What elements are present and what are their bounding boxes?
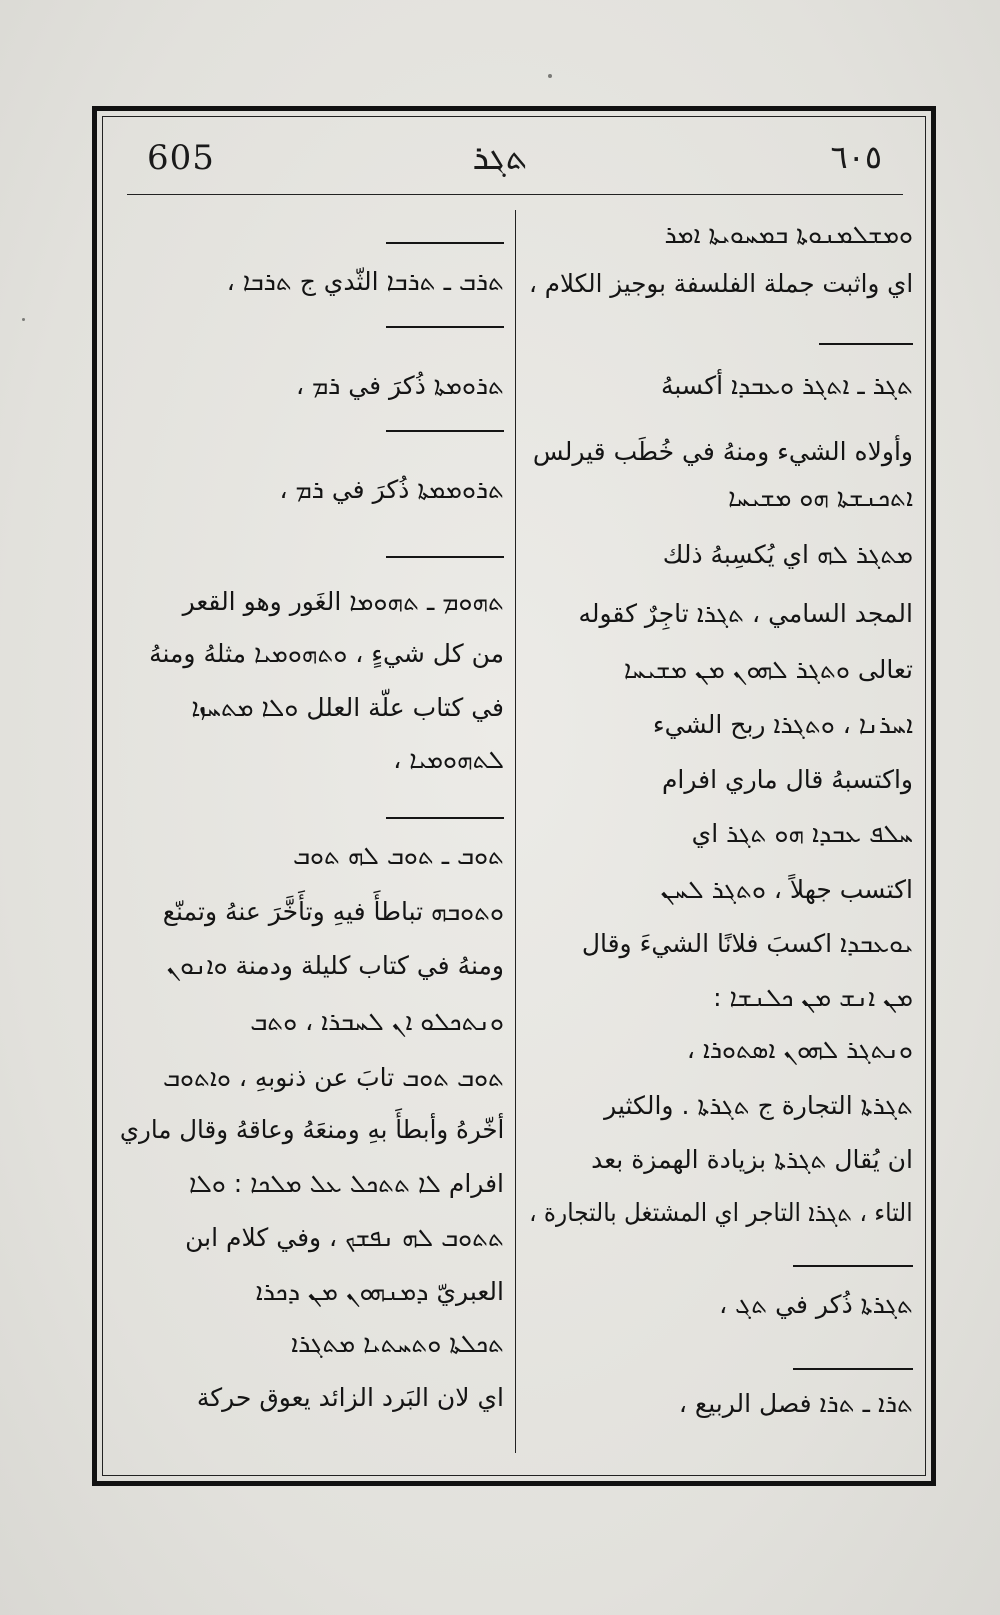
column-divider [515,210,516,1453]
paper-speck [548,74,552,78]
entry-rule [819,343,913,345]
text-line: التاء ، ܬܓܪܐ التاجر اي المشتغل بالتجارة ، [529,1198,913,1227]
text-line: في كتاب علّة العلل ܘܠܐ ܡܬܚܙܐ [191,693,504,722]
header-rule [127,194,903,195]
text-line: ܬܪܘܡܡܬܐ ذُكرَ في ܪܡ ، [279,475,504,504]
text-line: ܡܬܓܪ ܠܗ اي يُكسِبهُ ذلك [662,540,913,569]
entry-rule [793,1368,913,1370]
text-line: اكتسب جهلاً ، ܘܬܓܪ ܠܚܢ [660,875,913,904]
text-line: افرام ܠܐ ܬܬܟܠ ܥܠ ܡܠܟܐ : ܘܠܐ [188,1169,504,1198]
text-line: ܬܪܒ ـ ܬܪܒܐ الثّدي ج ܬܪܒܐ ، [226,267,504,296]
paper-speck [22,318,25,321]
entry-rule [386,242,504,244]
text-line: العبريّ ܕܡܢܗܘܢ ܡܢ ܕܟܪܐ [255,1277,504,1306]
entry-rule [386,430,504,432]
entry-rule [793,1265,913,1267]
text-line: ܬܓܪ ـ ܐܬܓܪ ܘܥܒܕܐ أكسبهُ [660,371,913,400]
text-line: ܐܬܟܢܫܬܐ ܗܘ ܡܫܝܚܐ [728,483,913,512]
text-line: ܘܢܬܓܪ ܠܗܘܢ ܐܣܬܘܪܐ ، [686,1035,913,1064]
text-line: ܐܚܪܢܐ ، ܘܬܓܪܐ ربح الشيء [652,710,913,739]
text-line: اي لان البَرد الزائد يعوق حركة [196,1383,504,1412]
text-line: ܠܬܗܘܡܝܐ ، [393,745,504,774]
text-line: ܘܡܫܠܡܢܘܬܐ ܒܡܚܘܝܬܐ ܐܡܪ [664,220,913,249]
text-line: ܚܠܦ ܥܒܕܐ ܗܘ ܬܓܪ اي [691,819,913,848]
text-line: ܝܘܥܒܕܐ اكسبَ فلانًا الشيءَ وقال [581,929,913,958]
text-line: ܡܢ ܐܢܫ ܡܢ ܟܠܢܫܐ : [713,983,913,1012]
text-line: ܬܘܒ ـ ܬܘܒ ܠܗ ܬܘܒ [293,841,504,870]
text-line: ܬܬܘܒ ܠܗ ܢܦܫܟ ، وفي كلام ابن [185,1223,504,1252]
text-line: واكتسبهُ قال ماري افرام [661,765,913,794]
text-line: ܬܪܘܡܬܐ ذُكرَ في ܪܡ ، [295,371,504,400]
page-number-arabic: ٦٠٥ [830,138,882,176]
text-line: ܘܬܘܒܗ تباطأَ فيهِ وتأَخَّرَ عنهُ وتمنّع [162,897,504,926]
text-line: ܬܪܐ ـ ܬܪܐ فصل الربيع ، [678,1389,913,1418]
text-line: ܘܢܬܟܠܘ ܐܢ ܠܚܒܪܐ ، ܘܬܒ [250,1007,504,1036]
text-line: ان يُقال ܬܓܪܬܐ بزيادة الهمزة بعد [591,1145,913,1174]
text-line: أخّرهُ وأبطأَ بهِ ومنعَهُ وعاقهُ وقال ماري [119,1115,504,1144]
text-line: ܬܓܪܬܐ ذُكر في ܬܓ ، [719,1290,913,1319]
text-line: ܬܗܘܡ ـ ܬܗܘܡܐ الغَور وهو القعر [182,587,504,616]
text-line: اي واثبت جملة الفلسفة بوجيز الكلام ، [528,269,913,298]
entry-rule [386,556,504,558]
text-line: من كل شيءٍ ، ܘܬܗܘܡܝܐ مثلهُ ومنهُ [149,639,504,668]
running-head: ܬܓܪ [472,138,528,178]
entry-rule [386,326,504,328]
text-line: ܬܓܪܬܐ التجارة ج ܬܓܪܬܐ . والكثير [604,1091,913,1120]
text-line: وأولاه الشيء ومنهُ في خُطَب قيرلس [532,437,913,466]
text-line: المجد السامي ، ܬܓܪܐ تاجِرٌ كقوله [578,599,913,628]
entry-rule [386,817,504,819]
text-line: تعالى ܘܬܓܪ ܠܗܘܢ ܡܢ ܡܫܝܚܐ [623,655,913,684]
page-number-latin: 605 [147,138,215,178]
text-line: ومنهُ في كتاب كليلة ودمنة ܘܐܢܘܢ [166,951,504,980]
text-line: ܬܟܠܬܐ ܘܬܚܬܝܐ ܡܬܓܪܐ [291,1329,504,1358]
text-line: ܬܘܒ ܬܘܒ تابَ عن ذنوبهِ ، ܘܐܬܘܒ [162,1063,504,1092]
